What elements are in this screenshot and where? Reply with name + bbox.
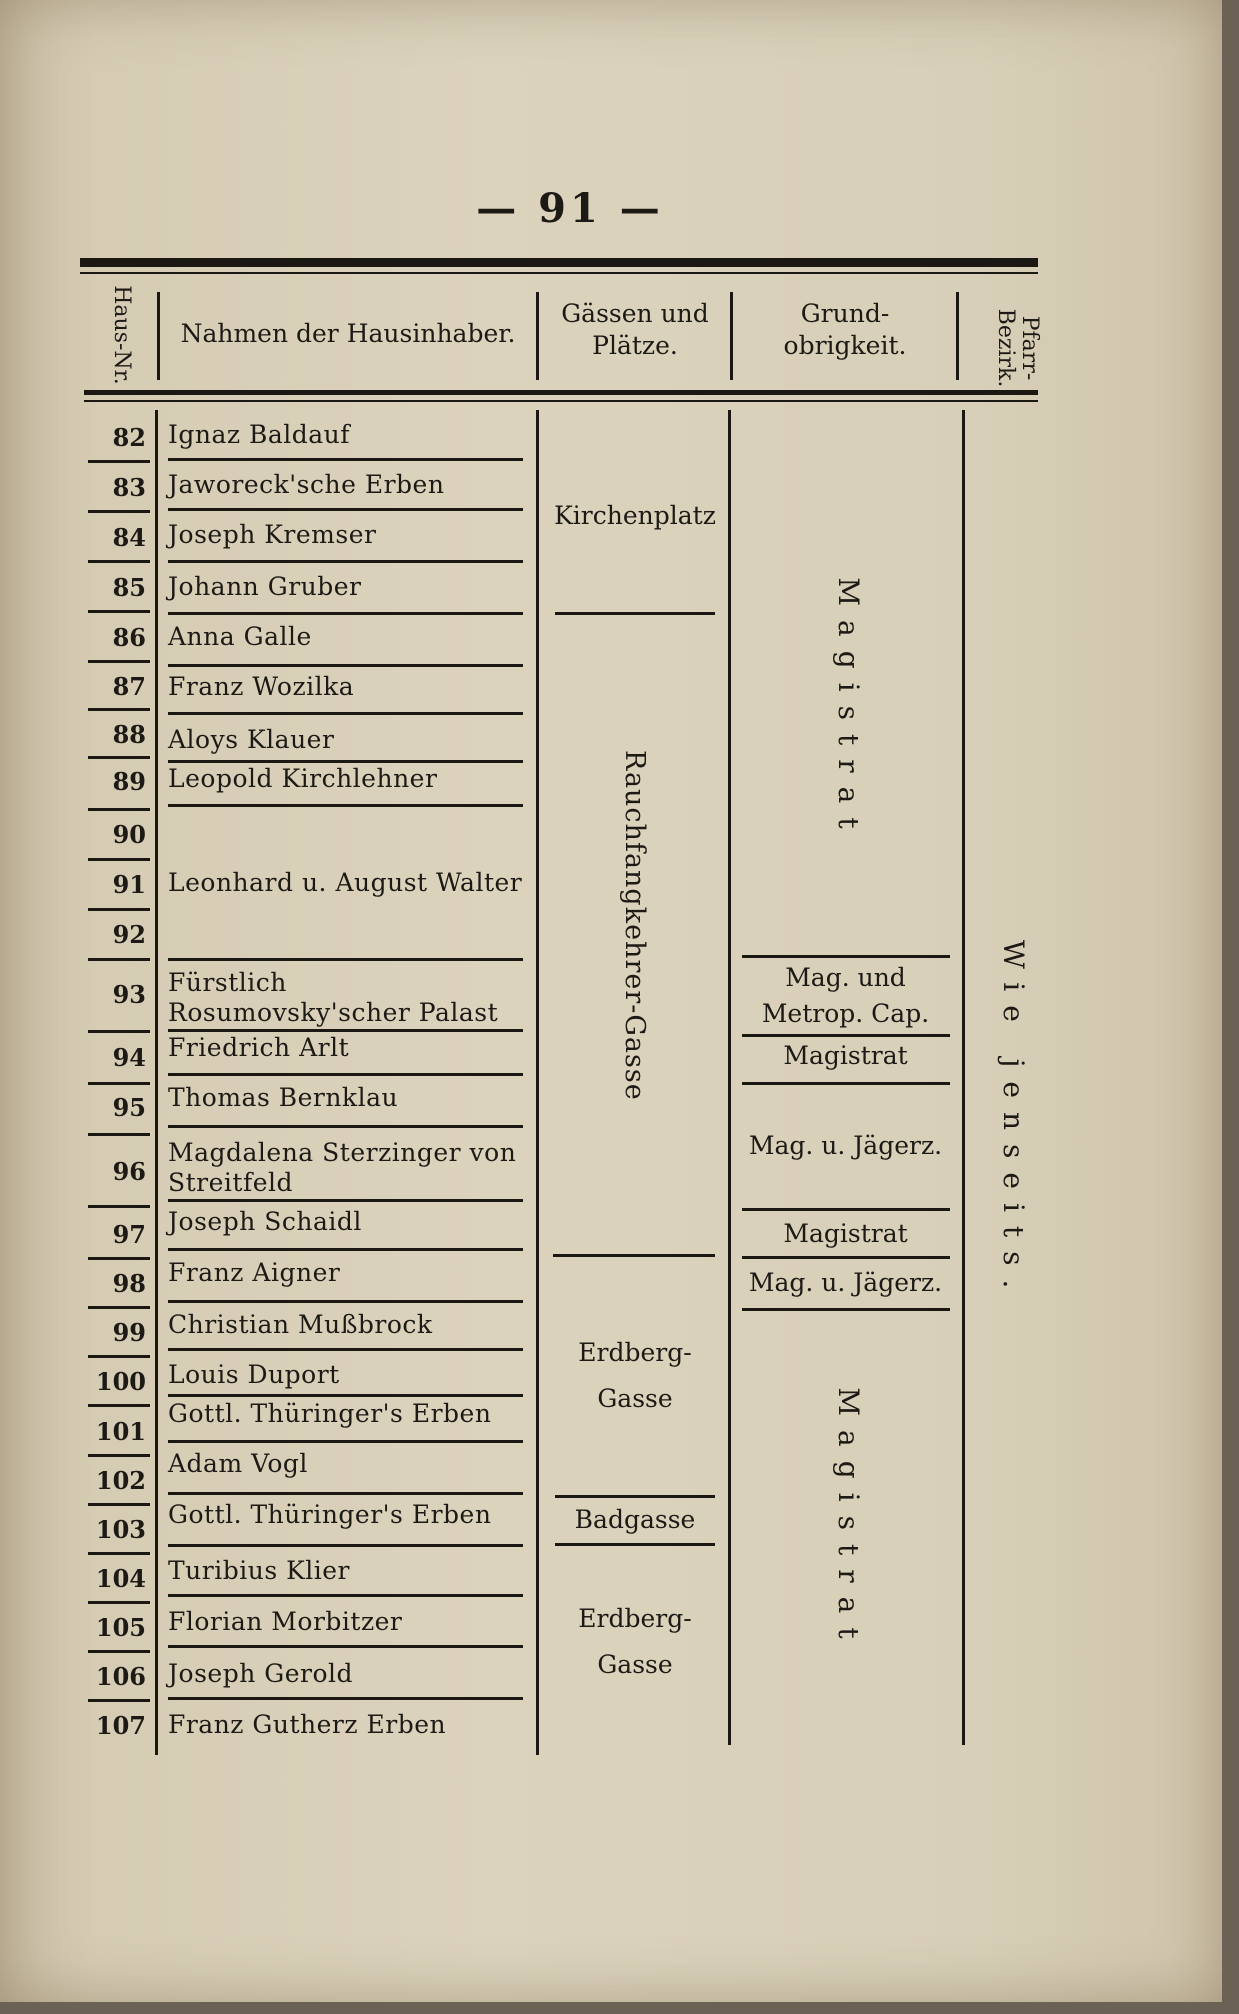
header-top-rule	[80, 258, 1038, 267]
street-kirchenplatz: Kirchenplatz	[554, 501, 716, 530]
name-sep	[168, 1394, 523, 1397]
name-sep	[168, 1440, 523, 1443]
body-divider-3	[728, 410, 731, 1745]
header-divider-4	[956, 292, 959, 380]
row-99-name: Christian Mußbrock	[168, 1310, 433, 1339]
row-91-no: 91	[112, 870, 146, 899]
landlord-magistrat-97: Magistrat	[783, 1219, 908, 1248]
row-100-name: Louis Duport	[168, 1360, 340, 1389]
landlord-magistrat-94: Magistrat	[783, 1041, 908, 1070]
row-102-no: 102	[95, 1466, 146, 1495]
body-divider-4	[962, 410, 965, 1745]
row-99-no: 99	[112, 1318, 146, 1347]
num-sep	[88, 908, 150, 911]
row-101-no: 101	[95, 1417, 146, 1446]
street-sep	[555, 612, 715, 615]
street-erdberg-1: Erdberg-Gasse	[578, 1338, 692, 1413]
parish-wie-jenseits: Wie jenseits.	[997, 940, 1030, 1303]
row-85-no: 85	[112, 573, 146, 602]
landlord-sep	[742, 1208, 950, 1211]
row-105-name: Florian Morbitzer	[168, 1607, 403, 1636]
name-sep	[168, 958, 523, 961]
num-sep	[88, 1552, 150, 1555]
name-sep	[168, 1199, 523, 1202]
row-86-name: Anna Galle	[168, 622, 312, 651]
row-87-no: 87	[112, 672, 146, 701]
row-86-no: 86	[112, 623, 146, 652]
row-90-no: 90	[112, 820, 146, 849]
name-sep	[168, 1125, 523, 1128]
row-97-name: Joseph Schaidl	[168, 1207, 362, 1236]
street-erdberg-2: Erdberg-Gasse	[578, 1604, 692, 1679]
header-divider-3	[730, 292, 733, 380]
row-106-name: Joseph Gerold	[168, 1659, 354, 1688]
row-91-name: Leonhard u. August Walter	[168, 868, 523, 897]
header-landlord: Grund-obrigkeit.	[783, 299, 907, 360]
num-sep	[88, 958, 150, 961]
header-streets: Gässen und Plätze.	[561, 299, 709, 360]
row-88-name: Aloys Klauer	[168, 725, 335, 754]
num-sep	[88, 1306, 150, 1309]
num-sep	[88, 1257, 150, 1260]
num-sep	[88, 1355, 150, 1358]
num-sep	[88, 1404, 150, 1407]
row-87-name: Franz Wozilka	[168, 672, 355, 701]
name-sep	[168, 712, 523, 715]
landlord-sep	[742, 955, 950, 958]
num-sep	[88, 858, 150, 861]
row-93-no: 93	[112, 980, 146, 1009]
row-95-no: 95	[112, 1093, 146, 1122]
row-88-no: 88	[112, 720, 146, 749]
landlord-sep	[742, 1256, 950, 1259]
name-sep	[168, 804, 523, 807]
landlord-magistrat-lower: Magistrat	[832, 1387, 865, 1653]
landlord-sep	[742, 1308, 950, 1311]
street-rauchfangkehrer: Rauchfangkehrer-Gasse	[619, 750, 650, 1101]
row-84-name: Joseph Kremser	[168, 520, 377, 549]
landlord-mag-jaegerz-96: Mag. u. Jägerz.	[748, 1131, 943, 1160]
header-owner-names: Nahmen der Hausinhaber.	[180, 319, 516, 348]
header-bottom-rule-thin	[84, 400, 1038, 402]
num-sep	[88, 1082, 150, 1085]
name-sep	[168, 760, 523, 763]
row-107-no: 107	[95, 1711, 146, 1740]
num-sep	[88, 1454, 150, 1457]
header-divider-2	[536, 292, 539, 380]
num-sep	[88, 756, 150, 759]
num-sep	[88, 610, 150, 613]
num-sep	[88, 1030, 150, 1033]
body-divider-1	[155, 410, 158, 1755]
num-sep	[88, 1650, 150, 1653]
row-85-name: Johann Gruber	[168, 572, 362, 601]
row-84-no: 84	[112, 523, 146, 552]
page-number: — 91 —	[476, 185, 664, 232]
header-top-rule-thin	[80, 272, 1038, 274]
num-sep	[88, 1133, 150, 1136]
row-103-name: Gottl. Thüringer's Erben	[168, 1500, 492, 1529]
row-103-no: 103	[95, 1515, 146, 1544]
street-sep	[553, 1254, 715, 1257]
num-sep	[88, 560, 150, 563]
row-102-name: Adam Vogl	[168, 1449, 308, 1478]
row-96-no: 96	[112, 1157, 146, 1186]
name-sep	[168, 1348, 523, 1351]
header-parish: Pfarr-Bezirk.	[993, 308, 1042, 388]
row-101-name: Gottl. Thüringer's Erben	[168, 1399, 492, 1428]
header-house-no: Haus-Nr.	[109, 285, 134, 385]
row-95-name: Thomas Bernklau	[168, 1083, 399, 1112]
header-divider-1	[157, 292, 160, 380]
row-92-no: 92	[112, 920, 146, 949]
num-sep	[88, 1205, 150, 1208]
name-sep	[168, 1029, 523, 1032]
row-89-name: Leopold Kirchlehner	[168, 764, 438, 793]
row-96-name: Magdalena Sterzinger von Streitfeld	[168, 1138, 517, 1197]
name-sep	[168, 560, 523, 563]
num-sep	[88, 808, 150, 811]
name-sep	[168, 664, 523, 667]
num-sep	[88, 708, 150, 711]
num-sep	[88, 510, 150, 513]
street-badgasse: Badgasse	[574, 1505, 696, 1534]
num-sep	[88, 1601, 150, 1604]
num-sep	[88, 1503, 150, 1506]
row-100-no: 100	[95, 1367, 146, 1396]
num-sep	[88, 1699, 150, 1702]
row-94-name: Friedrich Arlt	[168, 1033, 350, 1062]
row-104-name: Turibius Klier	[168, 1556, 351, 1585]
name-sep	[168, 1248, 523, 1251]
street-sep	[555, 1495, 715, 1498]
row-97-no: 97	[112, 1220, 146, 1249]
name-sep	[168, 1300, 523, 1303]
landlord-mag-jaegerz-98: Mag. u. Jägerz.	[748, 1268, 943, 1297]
name-sep	[168, 1645, 523, 1648]
street-sep	[555, 1543, 715, 1546]
row-98-name: Franz Aigner	[168, 1258, 341, 1287]
landlord-mag-metrop: Mag. und Metrop. Cap.	[761, 963, 930, 1028]
row-104-no: 104	[95, 1564, 146, 1593]
row-83-no: 83	[112, 473, 146, 502]
row-89-no: 89	[112, 767, 146, 796]
num-sep	[88, 460, 150, 463]
name-sep	[168, 508, 523, 511]
row-93-name: Fürstlich Rosumovsky'scher Palast	[168, 968, 499, 1027]
name-sep	[168, 612, 523, 615]
row-83-name: Jaworeck'sche Erben	[168, 470, 445, 499]
name-sep	[168, 1697, 523, 1700]
row-82-name: Ignaz Baldauf	[168, 420, 351, 449]
row-106-no: 106	[95, 1662, 146, 1691]
landlord-magistrat-upper: Magistrat	[832, 577, 865, 843]
name-sep	[168, 1594, 523, 1597]
name-sep	[168, 1492, 523, 1495]
row-98-no: 98	[112, 1269, 146, 1298]
name-sep	[168, 1544, 523, 1547]
row-105-no: 105	[95, 1613, 146, 1642]
name-sep	[168, 1073, 523, 1076]
name-sep	[168, 458, 523, 461]
row-94-no: 94	[112, 1043, 146, 1072]
header-bottom-rule	[84, 390, 1038, 395]
num-sep	[88, 660, 150, 663]
row-107-name: Franz Gutherz Erben	[168, 1710, 447, 1739]
landlord-sep	[742, 1082, 950, 1085]
row-82-no: 82	[112, 423, 146, 452]
